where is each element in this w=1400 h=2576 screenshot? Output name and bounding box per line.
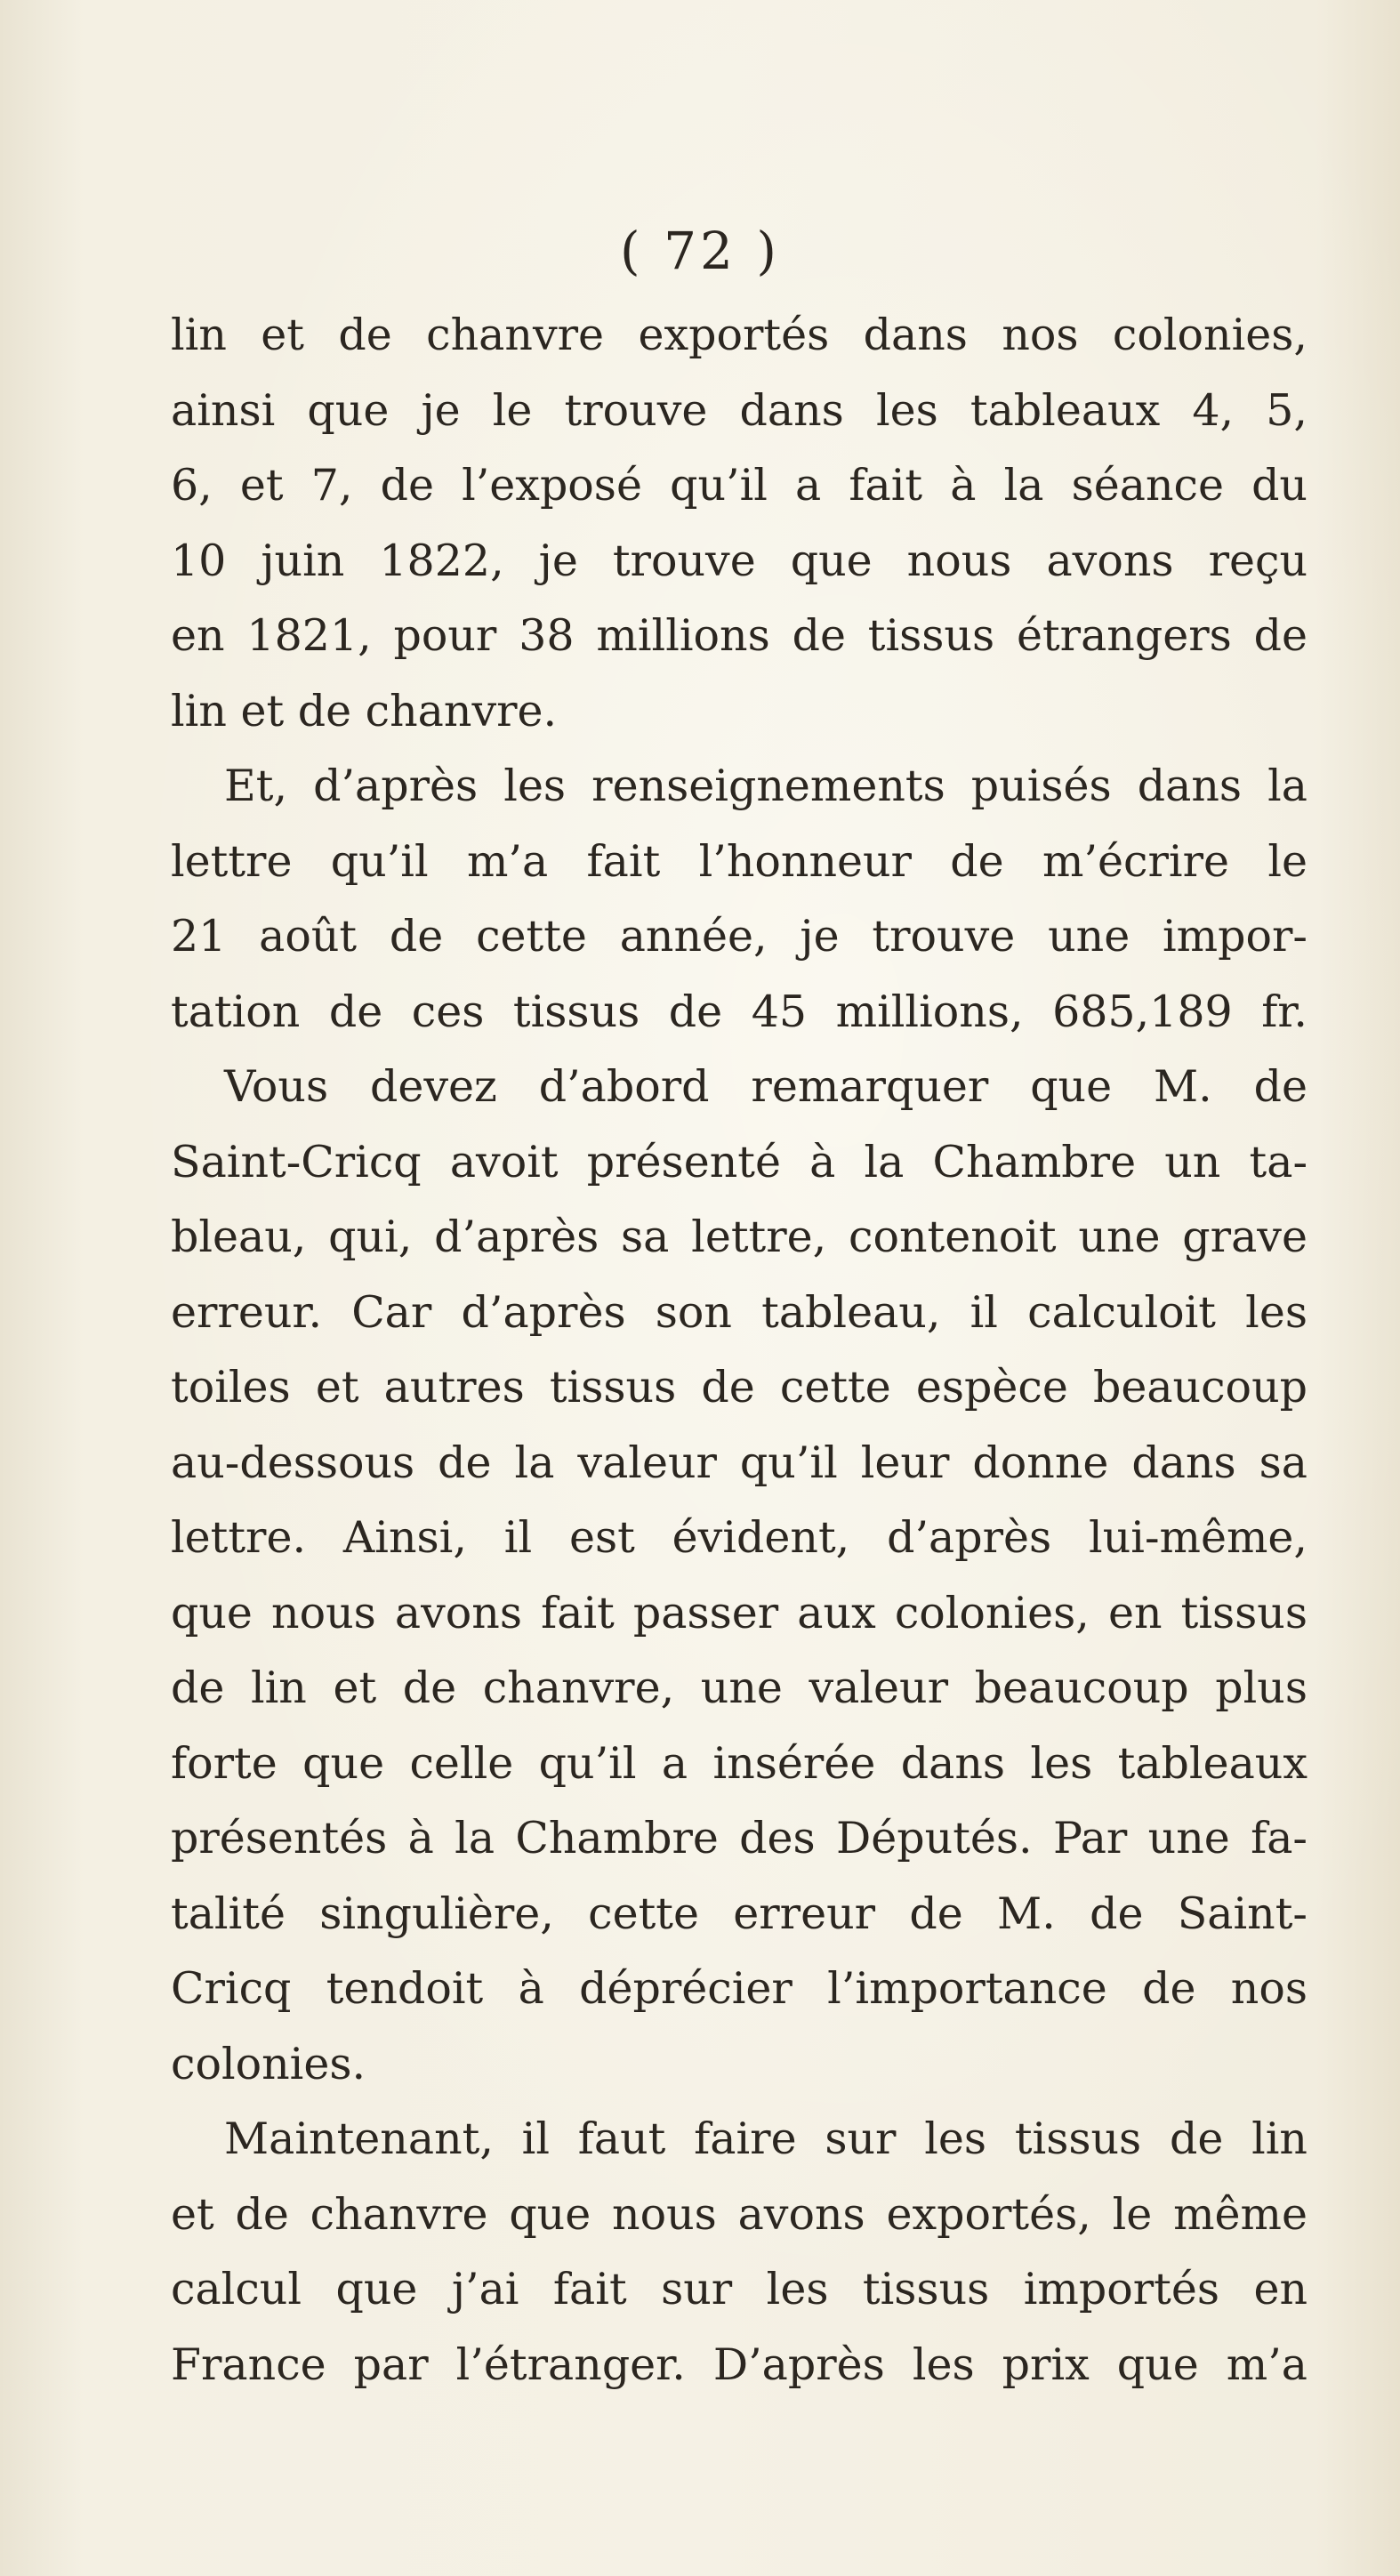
paragraph-start-line: Vous devez d’abord remarquer que M. de bbox=[224, 1061, 1307, 1112]
text-line: talité singulière, cette erreur de M. de Saint- bbox=[171, 1888, 1307, 1939]
text-line: toiles et autres tissus de cette espèce beaucoup bbox=[171, 1362, 1307, 1413]
text-line: 6, et 7, de l’exposé qu’il a fait à la séance du bbox=[171, 460, 1307, 511]
text-line: bleau, qui, d’après sa lettre, contenoit une grave bbox=[171, 1212, 1307, 1262]
text-line: Saint-Cricq avoit présenté à la Chambre un ta- bbox=[171, 1136, 1307, 1187]
text-line: ainsi que je le trouve dans les tableaux 4, 5, bbox=[171, 384, 1307, 436]
text-line: Cricq tendoit à déprécier l’importance de nos bbox=[171, 1963, 1307, 2014]
text-line: présentés à la Chambre des Députés. Par une fa- bbox=[171, 1813, 1307, 1864]
text-line: calcul que j’ai fait sur les tissus importés en bbox=[171, 2264, 1307, 2314]
text-line: lettre qu’il m’a fait l’honneur de m’écrire le bbox=[171, 835, 1307, 887]
page-number: ( 72 ) bbox=[620, 221, 780, 281]
text-line: lin et de chanvre exportés dans nos colonies, bbox=[171, 310, 1307, 360]
text-line: et de chanvre que nous avons exportés, le même bbox=[171, 2188, 1307, 2240]
paragraph-start-line: Maintenant, il faut faire sur les tissus de lin bbox=[224, 2113, 1307, 2164]
text-line: que nous avons fait passer aux colonies, en tissus bbox=[171, 1587, 1307, 1638]
text-line: colonies. bbox=[171, 2038, 366, 2089]
text-line: lettre. Ainsi, il est évident, d’après lui-même, bbox=[171, 1512, 1307, 1563]
text-line: 10 juin 1822, je trouve que nous avons reçu bbox=[171, 535, 1307, 586]
text-line: tation de ces tissus de 45 millions, 685,189 fr. bbox=[171, 986, 1307, 1037]
text-line: de lin et de chanvre, une valeur beaucoup plus bbox=[171, 1662, 1307, 1713]
text-line: au-dessous de la valeur qu’il leur donne dans sa bbox=[171, 1437, 1307, 1488]
text-line: forte que celle qu’il a insérée dans les tableaux bbox=[171, 1737, 1307, 1789]
text-line: lin et de chanvre. bbox=[171, 685, 558, 737]
text-line: erreur. Car d’après son tableau, il calculoit les bbox=[171, 1286, 1307, 1338]
text-line: France par l’étranger. D’après les prix que m’a bbox=[171, 2339, 1307, 2390]
paragraph-start-line: Et, d’après les renseignements puisés dans la bbox=[224, 761, 1307, 811]
text-line: en 1821, pour 38 millions de tissus étrangers de bbox=[171, 610, 1307, 661]
body-text bbox=[171, 298, 1307, 2403]
text-line: 21 août de cette année, je trouve une impor- bbox=[171, 911, 1307, 962]
